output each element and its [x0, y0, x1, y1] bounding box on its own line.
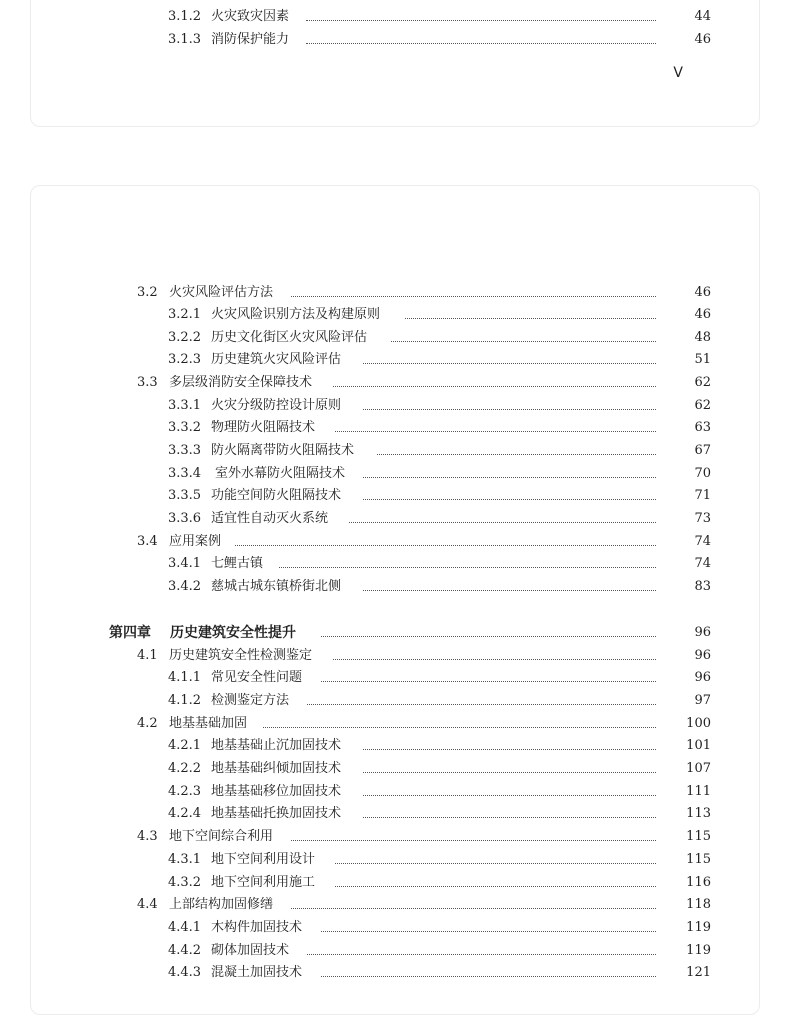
toc-entry-page: 119: [686, 920, 711, 935]
toc-entry-number: 4.4.3: [168, 965, 202, 980]
dot-leader: [335, 876, 656, 887]
dot-leader: [321, 921, 656, 932]
toc-entry-number: 3.3.6: [168, 511, 202, 526]
toc-entry[interactable]: [31, 849, 761, 871]
toc-entry-number: 3.2: [137, 285, 158, 300]
toc-chapter-number: 第四章: [109, 625, 151, 641]
dot-leader: [321, 626, 656, 637]
toc-entry-page: 96: [694, 625, 711, 640]
toc-entry[interactable]: [31, 781, 761, 803]
toc-entry-title: 消防保护能力: [211, 32, 290, 47]
dot-leader: [306, 33, 656, 44]
toc-entry-title: 功能空间防火阻隔技术: [211, 488, 342, 503]
dot-leader: [363, 785, 656, 796]
toc-entry-title: 地基基础纠倾加固技术: [211, 761, 342, 776]
dot-leader: [263, 717, 656, 728]
dot-leader: [335, 421, 656, 432]
toc-entry-title: 砌体加固技术: [211, 943, 290, 958]
toc-entry-title: 地基基础托换加固技术: [211, 806, 342, 821]
toc-entry-title: 物理防火阻隔技术: [211, 420, 316, 435]
toc-entry[interactable]: [31, 485, 761, 507]
toc-entry[interactable]: [31, 29, 761, 51]
toc-entry-number: 4.2.3: [168, 784, 202, 799]
toc-entry[interactable]: [31, 917, 761, 939]
dot-leader: [377, 444, 656, 455]
toc-entry[interactable]: [31, 826, 761, 848]
toc-entry-number: 3.4: [137, 534, 158, 549]
toc-entry-title: 七鲤古镇: [211, 556, 264, 571]
toc-entry[interactable]: [31, 304, 761, 326]
toc-entry-number: 4.3.2: [168, 875, 202, 890]
toc-entry-number: 3.4.1: [168, 556, 202, 571]
toc-entry-number: 3.2.2: [168, 330, 202, 345]
toc-entry-number: 4.1.2: [168, 693, 202, 708]
toc-entry-number: 4.2: [137, 716, 158, 731]
dot-leader: [363, 807, 656, 818]
toc-entry[interactable]: [31, 872, 761, 894]
toc-entry-number: 4.1: [137, 648, 158, 663]
toc-entry-page: 74: [694, 534, 711, 549]
toc-entry-title: 火灾风险识别方法及构建原则: [211, 307, 381, 322]
toc-entry[interactable]: [31, 6, 761, 28]
dot-leader: [279, 557, 656, 568]
toc-entry[interactable]: [31, 962, 761, 984]
toc-entry-title: 检测鉴定方法: [211, 693, 290, 708]
toc-entry[interactable]: [31, 553, 761, 575]
toc-entry-title: 木构件加固技术: [211, 920, 303, 935]
dot-leader: [307, 694, 656, 705]
toc-entry-page: 46: [694, 307, 711, 322]
toc-entry[interactable]: [31, 576, 761, 598]
toc-entry[interactable]: [31, 803, 761, 825]
toc-entry[interactable]: [31, 508, 761, 530]
toc-entry[interactable]: [31, 372, 761, 394]
dot-leader: [363, 399, 656, 410]
toc-entry[interactable]: [31, 690, 761, 712]
dot-leader: [391, 331, 656, 342]
toc-entry[interactable]: [31, 713, 761, 735]
toc-entry[interactable]: [31, 758, 761, 780]
dot-leader: [405, 308, 656, 319]
toc-entry[interactable]: [31, 894, 761, 916]
toc-entry-title: 地下空间综合利用: [169, 829, 274, 844]
toc-entry-number: 4.3: [137, 829, 158, 844]
toc-entry-title: 慈城古城东镇桥街北侧: [211, 579, 342, 594]
toc-entry-page: 96: [694, 670, 711, 685]
dot-leader: [363, 762, 656, 773]
toc-entry-page: 121: [686, 965, 711, 980]
toc-entry[interactable]: [31, 735, 761, 757]
toc-entry-title: 上部结构加固修缮: [169, 897, 274, 912]
toc-entry-page: 70: [694, 466, 711, 481]
toc-entry-number: 3.3.5: [168, 488, 202, 503]
toc-entry-title: 火灾致灾因素: [211, 9, 290, 24]
toc-entry-number: 3.3.2: [168, 420, 202, 435]
toc-entry[interactable]: [31, 417, 761, 439]
toc-entry-page: 83: [694, 579, 711, 594]
toc-entry-page: 107: [686, 761, 711, 776]
toc-entry-title: 常见安全性问题: [211, 670, 303, 685]
dot-leader: [291, 830, 656, 841]
toc-entry-page: 48: [694, 330, 711, 345]
toc-entry-title: 应用案例: [169, 534, 222, 549]
toc-entry-page: 115: [686, 852, 711, 867]
toc-entry[interactable]: [31, 440, 761, 462]
toc-entry[interactable]: [31, 667, 761, 689]
toc-entry-number: 4.4.2: [168, 943, 202, 958]
toc-entry-page: 44: [694, 9, 711, 24]
toc-entry-page: 46: [694, 32, 711, 47]
toc-entry-page: 119: [686, 943, 711, 958]
toc-entry-page: 74: [694, 556, 711, 571]
toc-entry[interactable]: [31, 463, 761, 485]
toc-entry-number: 3.3: [137, 375, 158, 390]
toc-entry-number: 3.3.3: [168, 443, 202, 458]
toc-chapter-title: 历史建筑安全性提升: [170, 625, 296, 641]
toc-entry-number: 3.2.3: [168, 352, 202, 367]
dot-leader: [335, 853, 656, 864]
toc-entry-page: 116: [686, 875, 711, 890]
toc-entry-title: 地基基础止沉加固技术: [211, 738, 342, 753]
toc-entry-title: 混凝土加固技术: [211, 965, 303, 980]
dot-leader: [363, 489, 656, 500]
toc-entry-number: 3.3.1: [168, 398, 202, 413]
dot-leader: [291, 898, 656, 909]
toc-chapter-entry[interactable]: [31, 622, 761, 644]
toc-entry-number: 4.4.1: [168, 920, 202, 935]
toc-entry-title: 适宜性自动灭火系统: [211, 511, 329, 526]
toc-entry-number: 4.2.2: [168, 761, 202, 776]
toc-entry-page: 62: [694, 398, 711, 413]
toc-entry-title: 地下空间利用施工: [211, 875, 316, 890]
page-number-marker: V: [673, 65, 683, 81]
dot-leader: [349, 512, 656, 523]
toc-entry-page: 111: [686, 784, 711, 799]
toc-entry-page: 67: [694, 443, 711, 458]
toc-entry-number: 4.3.1: [168, 852, 202, 867]
toc-entry-title: 火灾风险评估方法: [169, 285, 274, 300]
toc-entry-page: 63: [694, 420, 711, 435]
toc-entry-page: 101: [686, 738, 711, 753]
toc-entry-number: 3.1.2: [168, 9, 202, 24]
toc-entry[interactable]: [31, 282, 761, 304]
toc-entry-number: 4.2.1: [168, 738, 202, 753]
dot-leader: [363, 739, 656, 750]
toc-entry-title: 地下空间利用设计: [211, 852, 316, 867]
toc-entry-title: 防火隔离带防火阻隔技术: [211, 443, 355, 458]
dot-leader: [306, 10, 656, 21]
toc-entry[interactable]: [31, 395, 761, 417]
toc-entry-page: 115: [686, 829, 711, 844]
toc-entry[interactable]: [31, 645, 761, 667]
toc-entry-title: 历史文化街区火灾风险评估: [211, 330, 368, 345]
toc-entry-number: 3.2.1: [168, 307, 202, 322]
toc-entry-page: 100: [686, 716, 711, 731]
toc-entry-title: 地基基础移位加固技术: [211, 784, 342, 799]
toc-entry-page: 118: [686, 897, 711, 912]
toc-entry-page: 46: [694, 285, 711, 300]
toc-entry-title: 火灾分级防控设计原则: [211, 398, 342, 413]
dot-leader: [363, 580, 656, 591]
toc-page-card-top: [30, 0, 760, 127]
toc-entry[interactable]: [31, 349, 761, 371]
toc-entry-title: 地基基础加固: [169, 716, 248, 731]
toc-entry-page: 97: [694, 693, 711, 708]
toc-entry-title: 历史建筑安全性检测鉴定: [169, 648, 313, 663]
dot-leader: [307, 944, 656, 955]
dot-leader: [363, 353, 656, 364]
toc-entry-page: 51: [694, 352, 711, 367]
dot-leader: [321, 966, 656, 977]
toc-entry-page: 96: [694, 648, 711, 663]
toc-entry-page: 62: [694, 375, 711, 390]
dot-leader: [363, 467, 656, 478]
dot-leader: [235, 535, 656, 546]
toc-entry-number: 4.4: [137, 897, 158, 912]
toc-entry[interactable]: [31, 940, 761, 962]
dot-leader: [321, 671, 656, 682]
toc-entry-number: 4.1.1: [168, 670, 202, 685]
toc-entry-title: 多层级消防安全保障技术: [169, 375, 313, 390]
toc-entry-number: 3.3.4: [168, 466, 202, 481]
dot-leader: [333, 649, 656, 660]
toc-entry-number: 3.1.3: [168, 32, 202, 47]
toc-entry-number: 3.4.2: [168, 579, 202, 594]
toc-entry-page: 73: [694, 511, 711, 526]
toc-entry[interactable]: [31, 531, 761, 553]
dot-leader: [291, 286, 656, 297]
toc-page-card-bottom: [30, 185, 760, 1015]
toc-entry-title: 室外水幕防火阻隔技术: [215, 466, 346, 481]
dot-leader: [333, 376, 656, 387]
toc-entry-title: 历史建筑火灾风险评估: [211, 352, 342, 367]
toc-entry-page: 113: [686, 806, 711, 821]
toc-entry-number: 4.2.4: [168, 806, 202, 821]
toc-entry[interactable]: [31, 327, 761, 349]
toc-entry-page: 71: [694, 488, 711, 503]
